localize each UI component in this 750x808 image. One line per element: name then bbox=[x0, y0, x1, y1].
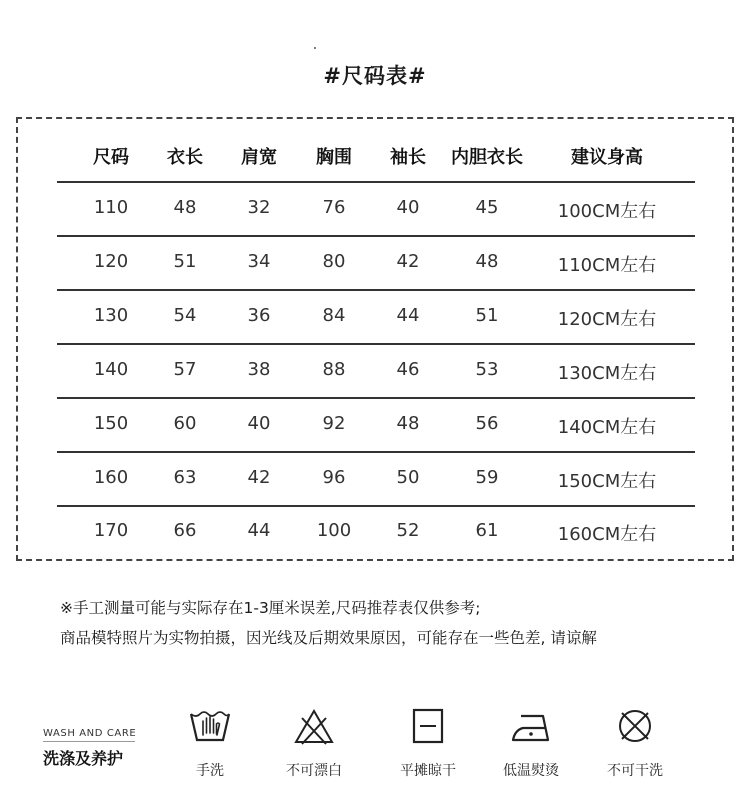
table-cell: 88 bbox=[322, 359, 346, 380]
table-cell: 59 bbox=[475, 467, 499, 488]
table-cell: 48 bbox=[173, 197, 197, 218]
table-cell: 53 bbox=[475, 359, 499, 380]
dry-flat-label: 平摊晾干 bbox=[400, 763, 456, 779]
table-cell: 110 bbox=[93, 197, 129, 218]
table-cell: 120 bbox=[93, 251, 129, 272]
table-header-cell: 内胆衣长 bbox=[451, 147, 523, 168]
table-cell: 46 bbox=[396, 359, 420, 380]
low-iron-label: 低温熨烫 bbox=[503, 763, 559, 779]
table-cell: 50 bbox=[396, 467, 420, 488]
table-header-cell: 尺码 bbox=[93, 147, 129, 168]
table-cell: 42 bbox=[247, 467, 271, 488]
hand-wash-icon bbox=[188, 706, 232, 746]
table-cell: 76 bbox=[322, 197, 346, 218]
table-cell: 34 bbox=[247, 251, 271, 272]
table-cell: 66 bbox=[173, 520, 197, 541]
table-cell: 60 bbox=[173, 413, 197, 434]
low-iron-icon bbox=[509, 706, 553, 746]
measurement-note: ※手工测量可能与实际存在1-3厘米误差,尺码推荐表仅供参考; bbox=[60, 599, 481, 617]
no-dry-clean-label: 不可干洗 bbox=[607, 763, 663, 779]
table-cell: 100CM左右 bbox=[557, 201, 657, 222]
table-cell: 61 bbox=[475, 520, 499, 541]
table-cell: 57 bbox=[173, 359, 197, 380]
table-cell: 160CM左右 bbox=[557, 524, 657, 545]
table-cell: 130CM左右 bbox=[557, 363, 657, 384]
table-cell: 51 bbox=[475, 305, 499, 326]
table-cell: 44 bbox=[247, 520, 271, 541]
color-note: 商品模特照片为实物拍摄，因光线及后期效果原因，可能存在一些色差, 请谅解 bbox=[60, 629, 597, 647]
table-cell: 130 bbox=[93, 305, 129, 326]
table-cell: 40 bbox=[247, 413, 271, 434]
no-bleach-icon bbox=[292, 706, 336, 746]
table-cell: 140CM左右 bbox=[557, 417, 657, 438]
table-header-cell: 袖长 bbox=[390, 147, 426, 168]
table-cell: 150 bbox=[93, 413, 129, 434]
table-cell: 120CM左右 bbox=[557, 309, 657, 330]
table-cell: 92 bbox=[322, 413, 346, 434]
table-cell: 36 bbox=[247, 305, 271, 326]
table-cell: 56 bbox=[475, 413, 499, 434]
table-header-cell: 衣长 bbox=[167, 147, 203, 168]
table-row-divider bbox=[57, 343, 695, 345]
table-cell: 32 bbox=[247, 197, 271, 218]
table-cell: 140 bbox=[93, 359, 129, 380]
table-cell: 160 bbox=[93, 467, 129, 488]
hand-wash-label: 手洗 bbox=[196, 763, 224, 779]
table-header-cell: 肩宽 bbox=[241, 147, 277, 168]
table-cell: 38 bbox=[247, 359, 271, 380]
table-row-divider bbox=[57, 235, 695, 237]
table-row-divider bbox=[57, 397, 695, 399]
no-bleach-label: 不可漂白 bbox=[286, 763, 342, 779]
care-title-en: WASH AND CARE bbox=[43, 728, 137, 739]
decorative-dot bbox=[314, 47, 316, 49]
table-cell: 48 bbox=[396, 413, 420, 434]
table-row-divider bbox=[57, 181, 695, 183]
table-cell: 100 bbox=[316, 520, 352, 541]
table-row-divider bbox=[57, 451, 695, 453]
no-dry-clean-icon bbox=[613, 706, 657, 746]
table-cell: 84 bbox=[322, 305, 346, 326]
table-row-divider bbox=[57, 505, 695, 507]
table-cell: 48 bbox=[475, 251, 499, 272]
care-title-zh: 洗涤及养护 bbox=[43, 749, 124, 768]
table-cell: 80 bbox=[322, 251, 346, 272]
table-cell: 170 bbox=[93, 520, 129, 541]
table-cell: 45 bbox=[475, 197, 499, 218]
table-header-cell: 建议身高 bbox=[571, 147, 643, 168]
table-cell: 96 bbox=[322, 467, 346, 488]
dry-flat-icon bbox=[406, 706, 450, 746]
care-title-divider bbox=[43, 741, 135, 742]
table-cell: 42 bbox=[396, 251, 420, 272]
table-cell: 54 bbox=[173, 305, 197, 326]
table-cell: 51 bbox=[173, 251, 197, 272]
table-header-cell: 胸围 bbox=[316, 147, 352, 168]
table-cell: 150CM左右 bbox=[557, 471, 657, 492]
table-cell: 52 bbox=[396, 520, 420, 541]
table-cell: 110CM左右 bbox=[557, 255, 657, 276]
size-table-frame bbox=[16, 117, 734, 561]
table-cell: 40 bbox=[396, 197, 420, 218]
page-title: #尺码表# bbox=[323, 64, 427, 88]
table-cell: 63 bbox=[173, 467, 197, 488]
table-row-divider bbox=[57, 289, 695, 291]
table-cell: 44 bbox=[396, 305, 420, 326]
